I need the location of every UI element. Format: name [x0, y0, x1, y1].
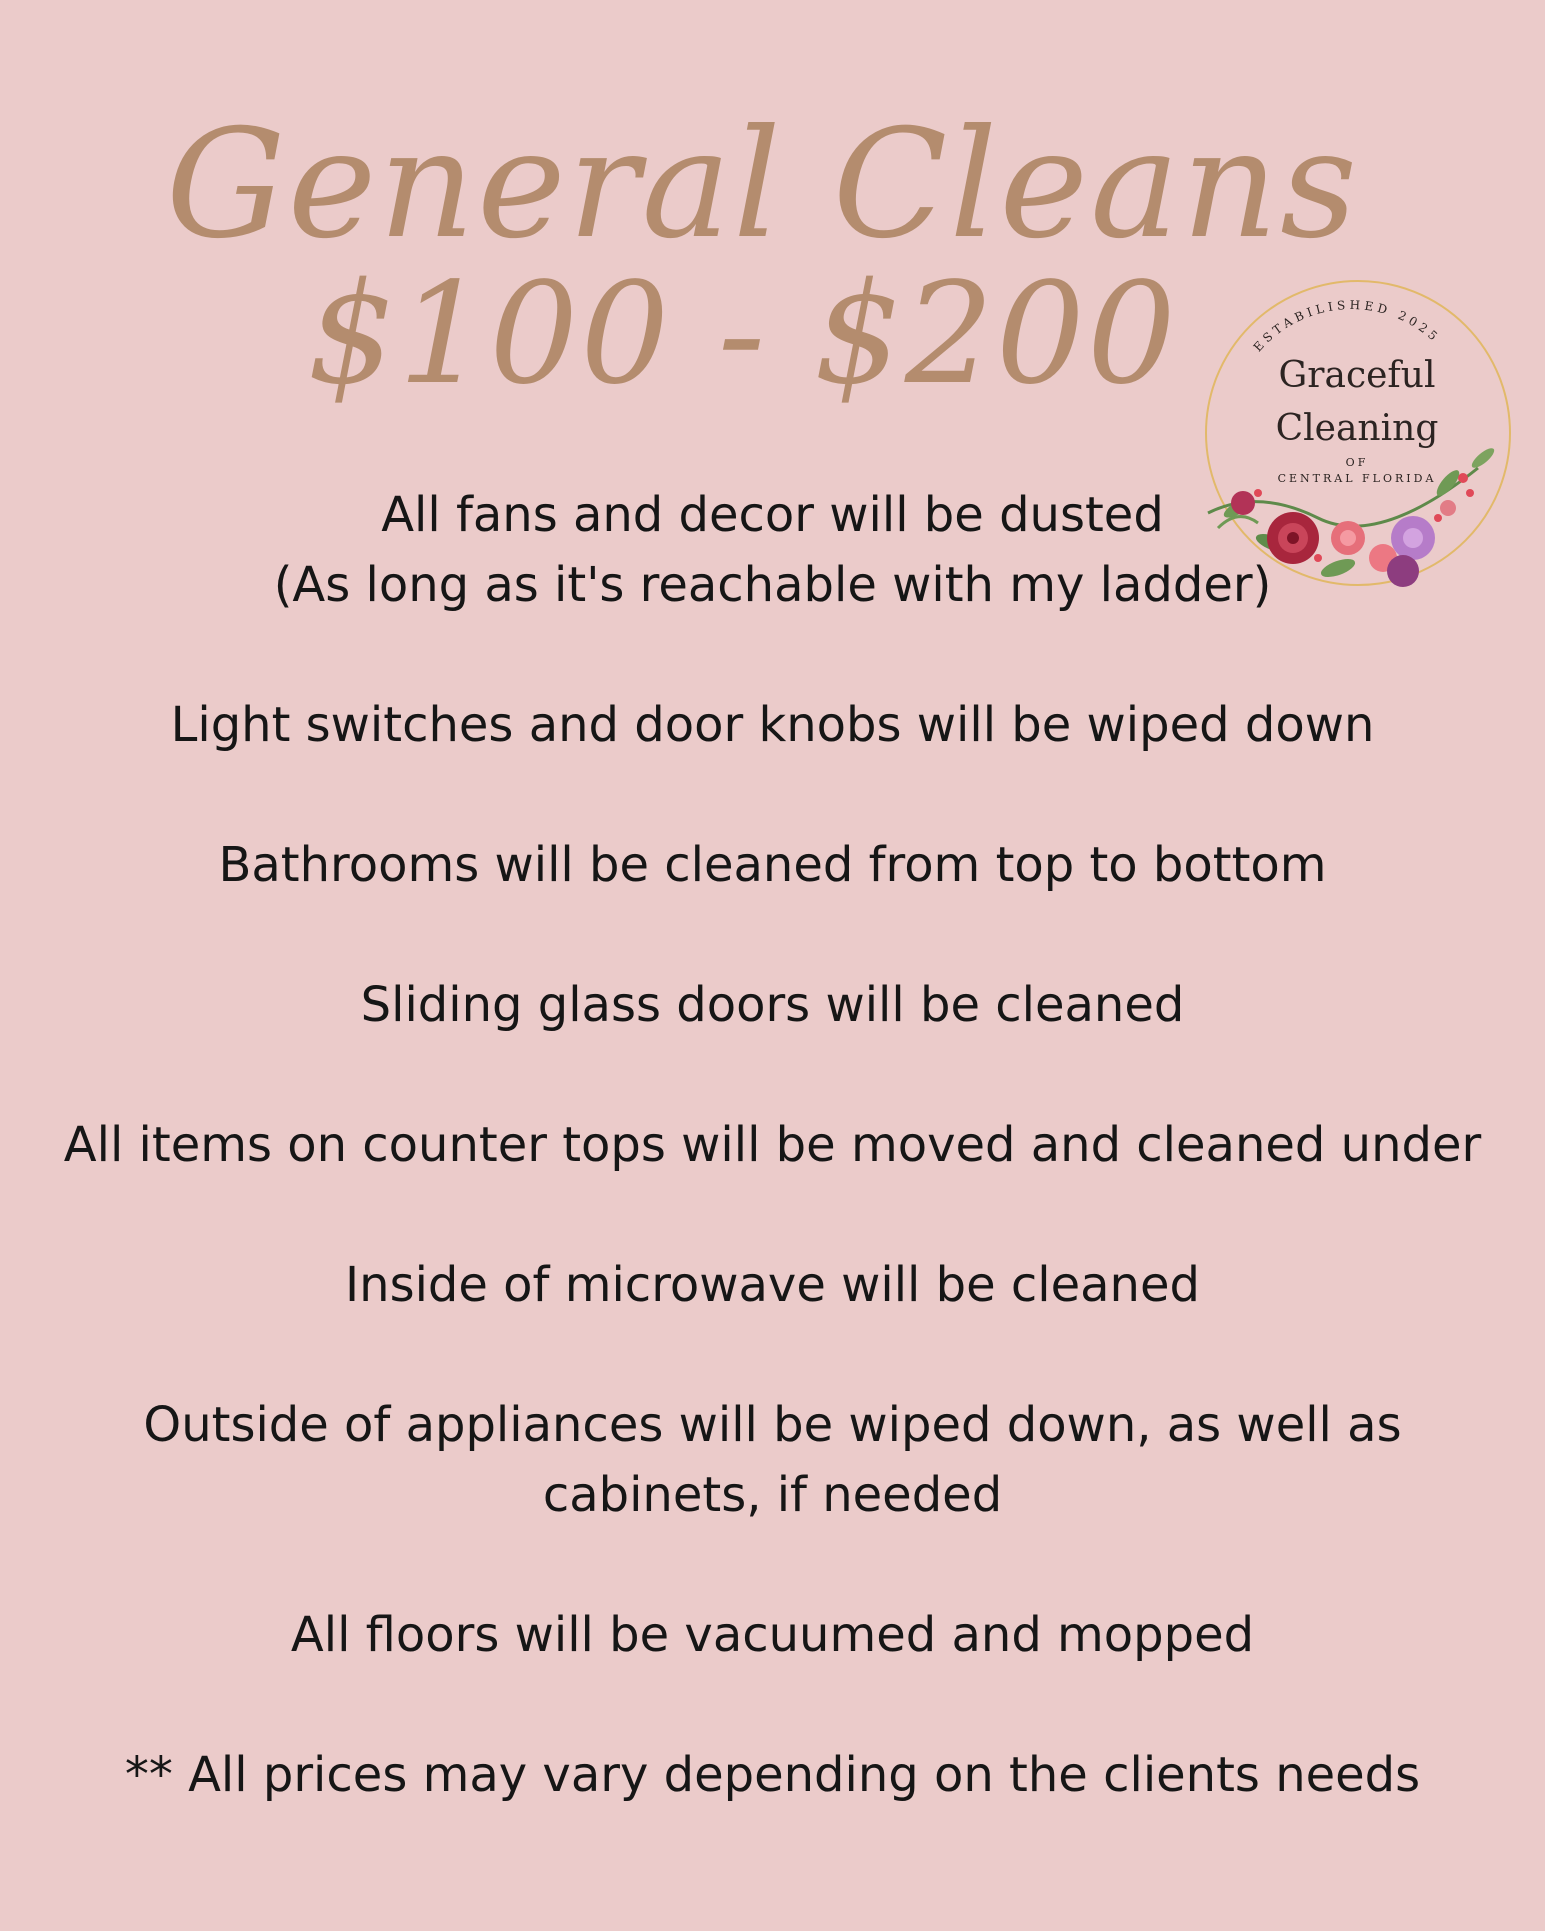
logo-region: CENTRAL FLORIDA — [1277, 472, 1437, 485]
price-range: $100 - $200 — [307, 253, 1178, 416]
price-disclaimer: ** All prices may vary depending on the clients needs — [124, 1747, 1421, 1803]
logo-brand-line1: Graceful — [1278, 355, 1436, 396]
logo-brand-line2: Cleaning — [1275, 408, 1439, 449]
logo-established-text: ESTABILISHED 2025 — [1250, 297, 1444, 355]
list-item: Light switches and door knobs will be wiped down — [170, 697, 1375, 753]
list-item: cabinets, if needed — [542, 1467, 1003, 1523]
list-item: Bathrooms will be cleaned from top to bottom — [218, 837, 1327, 893]
page-title: General Cleans — [165, 98, 1360, 272]
list-item: (As long as it's reachable with my ladder) — [273, 557, 1272, 613]
logo-of: OF — [1345, 456, 1369, 469]
list-item: Inside of microwave will be cleaned — [345, 1257, 1200, 1313]
logo-established-arc — [1251, 298, 1443, 355]
list-item: All items on counter tops will be moved and cleaned under — [63, 1117, 1482, 1173]
list-item: Sliding glass doors will be cleaned — [360, 977, 1185, 1033]
list-item: All floors will be vacuumed and mopped — [290, 1607, 1255, 1663]
list-item: All fans and decor will be dusted — [381, 487, 1164, 543]
list-item: Outside of appliances will be wiped down, as well as — [143, 1397, 1402, 1453]
